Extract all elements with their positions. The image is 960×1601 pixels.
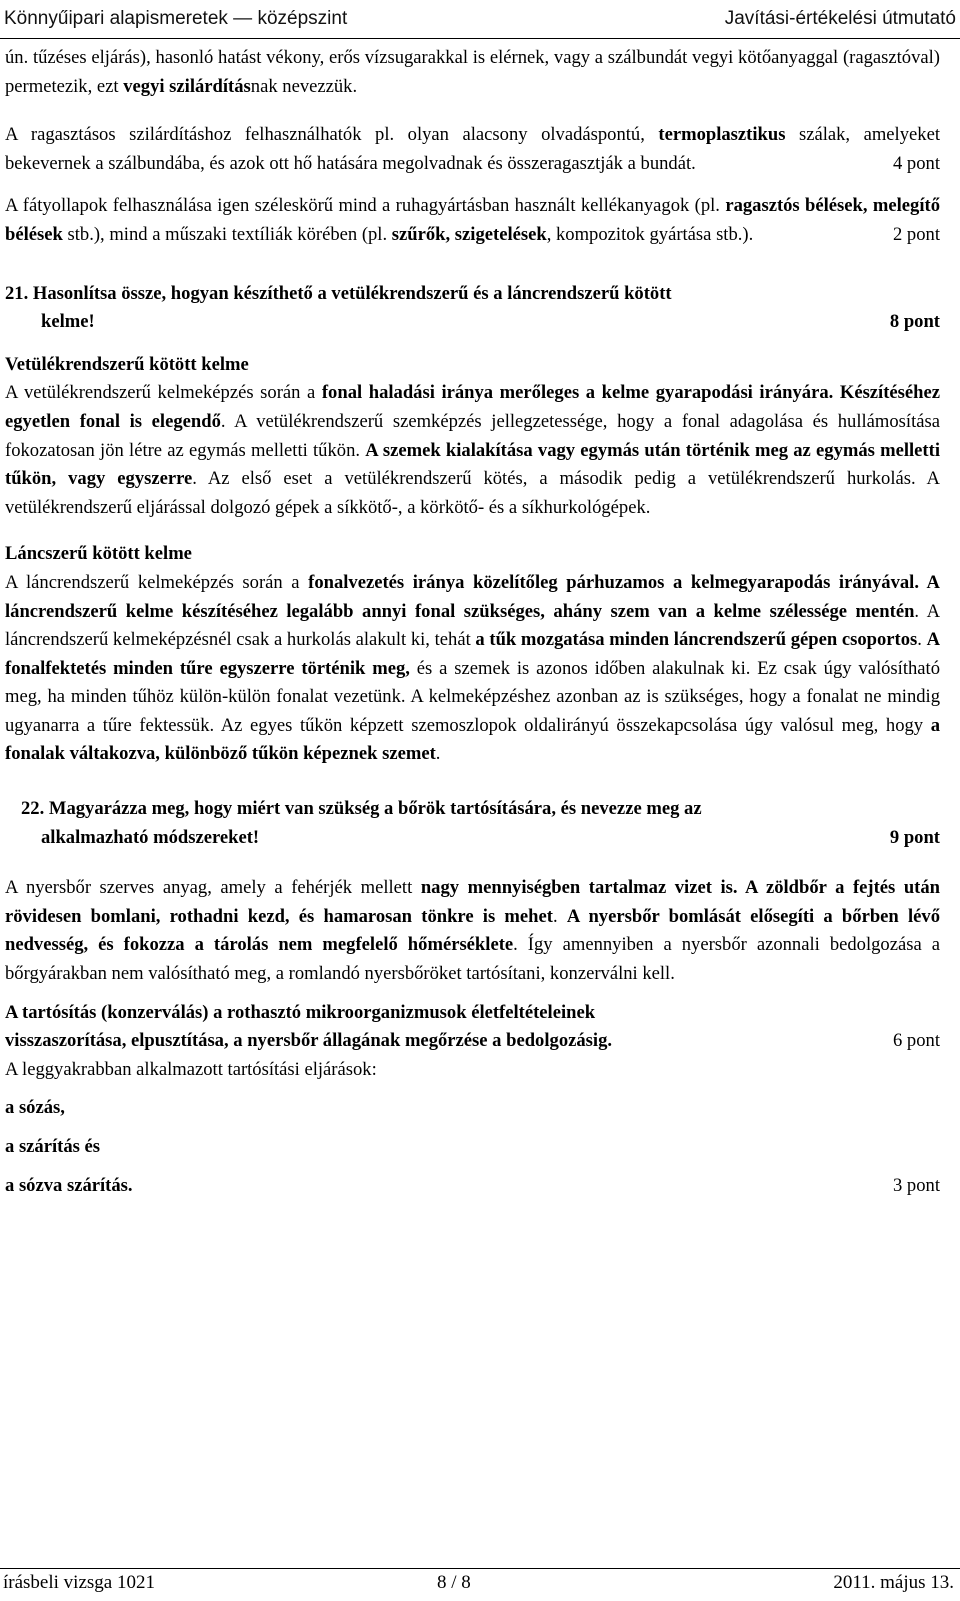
question-21: 21. Hasonlítsa össze, hogyan készíthető a vetülékrendszerű és a láncrendszerű kötött kelme! 8 pont bbox=[5, 280, 940, 337]
paragraph: ún. tűzéses eljárás), hasonló hatást vékony, erős vízsugarakkal is elérnek, vagy a szálbundát vegyi kötőanyaggal (ragasztóval) permetezik, ezt vegyi szilárdításnak nevezzük. bbox=[5, 47, 940, 97]
list-item: a sózás, bbox=[5, 1097, 65, 1119]
header-left: Könnyűipari alapismeretek — középszint bbox=[4, 8, 348, 29]
paragraph: A láncrendszerű kelmeképzés során a fonalvezetés iránya közelítőleg párhuzamos a kelmegyarapodás irányával. A láncrendszerű kelme készítéséhez legalább annyi fonal szükséges, ahány szem van a kelme szélessége mentén. A láncrendszerű kelmeképzésnél csak a hurkolás alakult ki, tehát a tűk mozgatása minden láncrendszerű gépen csoportos. A fonalfektetés minden tűre egyszerre történik meg, és a szemek is azonos időben alakulnak ki. Ez csak úgy valósítható meg, ha minden tűhöz külön-külön fonalat vezetünk. A kelmeképzéshez azonban az is szükséges, hogy a fonalat ne mindig ugyanarra a tűre fektessük. Az egyes tűkön képzett szemoszlopok oldalirányú összekapcsolása úgy valósul meg, hogy a fonalak váltakozva, különböző tűkön képeznek szemet. bbox=[5, 571, 941, 765]
score: 8 pont bbox=[889, 311, 940, 333]
score: 3 pont bbox=[892, 1174, 940, 1196]
definition: A tartósítás (konzerválás) a rothasztó mikroorganizmusok életfeltételeinek visszaszorítása, elpusztítása, a nyersbőr állagának megőrzése a bedolgozásig. 6 pont bbox=[5, 999, 940, 1056]
score: 9 pont bbox=[889, 826, 940, 848]
paragraph: A nyersbőr szerves anyag, amely a fehérjék mellett nagy mennyiségben tartalmaz vizet is. A zöldbőr a fejtés után rövidesen bomlani, rothadni kezd, és hamarosan tönkre is mehet. A nyersbőr bomlását elősegíti a bőrben lévő nedvesség, és fokozza a tárolás nem megfelelő hőmérséklete. Így amennyiben a nyersbőr azonnali bedolgozása a bőrgyárakban nem valósítható meg, a romlandó nyersbőröket tartósítani, konzerválni kell. bbox=[5, 877, 941, 985]
question-22: 22. Magyarázza meg, hogy miért van szükség a bőrök tartósítására, és nevezze meg az alkalmazható módszereket! 9 pont bbox=[5, 795, 940, 852]
content bbox=[5, 44, 940, 1200]
score: 6 pont bbox=[892, 1030, 940, 1052]
footer-page-number: 8 / 8 bbox=[437, 1572, 471, 1593]
paragraph: A fátyollapok felhasználása igen széleskörű mind a ruhagyártásban használt kellékanyagok (pl. ragasztós bélések, melegítő bélések stb.), mind a műszaki textíliák körében (pl. szűrők, szigetelések, kompozitok gyártása stb.). 2 pont bbox=[5, 192, 940, 249]
score: 4 pont bbox=[892, 152, 940, 174]
header-rule bbox=[0, 38, 960, 39]
footer-date: 2011. május 13. bbox=[833, 1572, 954, 1593]
paragraph: A vetülékrendszerű kelmeképzés során a fonal haladási iránya merőleges a kelme gyarapodási irányára. Készítéséhez egyetlen fonal is elegendő. A vetülékrendszerű szemképzés jellegzetessége, hogy a fonal adagolása és hullámosítása fokozatosan jön létre az egymás melletti tűkön. A szemek kialakítása vagy egymás után történik meg az egymás melletti tűkön, vagy egyszerre. Az első eset a vetülékrendszerű kötés, a második pedig a vetülékrendszerű hurkolás. A vetülékrendszerű eljárással dolgozó gépek a síkkötő-, a körkötő- és a síkhurkológépek. bbox=[5, 382, 941, 518]
page-header bbox=[0, 0, 960, 38]
paragraph: A ragasztásos szilárdításhoz felhasználhatók pl. olyan alacsony olvadáspontú, termoplasztikus szálak, amelyeket bekevernek a szálbundába, és azok ott hő hatására megolvadnak és összeragasztják a bundát. 4 pont bbox=[5, 121, 940, 178]
score: 2 pont bbox=[892, 223, 940, 245]
list-intro: A leggyakrabban alkalmazott tartósítási eljárások: bbox=[5, 1058, 377, 1080]
section-title: Láncszerű kötött kelme bbox=[5, 543, 192, 565]
footer-left: írásbeli vizsga 1021 bbox=[3, 1572, 155, 1593]
list-item: a szárítás és bbox=[5, 1136, 101, 1157]
footer-rule bbox=[0, 1568, 960, 1569]
section-title: Vetülékrendszerű kötött kelme bbox=[5, 353, 249, 375]
list-item: a sózva szárítás. bbox=[5, 1174, 133, 1196]
header-right: Javítási-értékelési útmutató bbox=[724, 8, 956, 29]
